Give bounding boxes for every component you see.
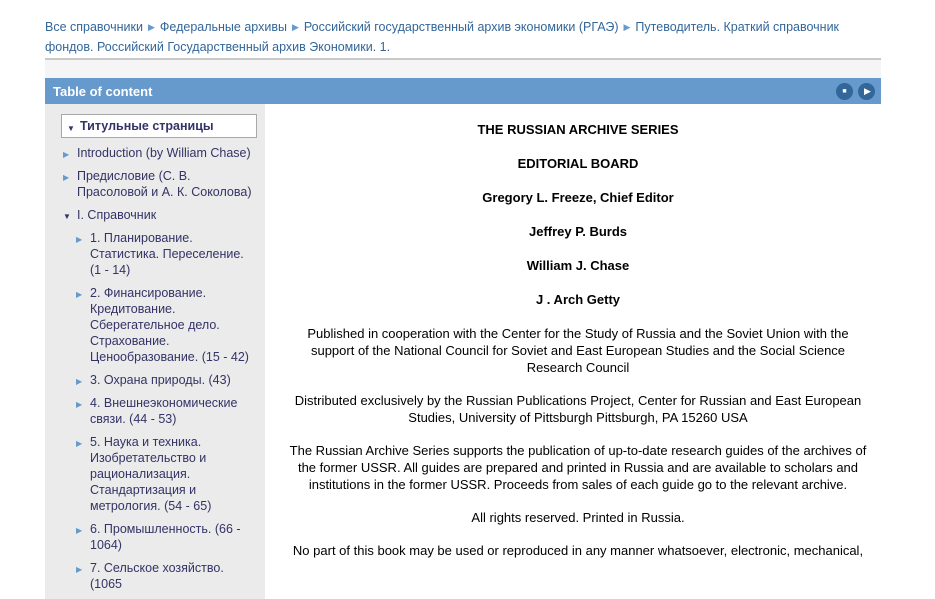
content-heading-editor-getty: J . Arch Getty [535, 292, 621, 307]
toc-item-section-7[interactable] [45, 560, 265, 592]
toc-item-section-4[interactable] [45, 395, 265, 427]
breadcrumb-link-rgae[interactable]: Российский государственный архив экономики (РГАЭ) [303, 20, 619, 34]
toc-item-section-3[interactable] [45, 372, 265, 388]
triangle-right-icon: ▶ [76, 377, 83, 386]
content-heading-series: THE RUSSIAN ARCHIVE SERIES [477, 122, 679, 137]
toc-item-preface[interactable] [45, 168, 265, 200]
content-heading-chief-editor: Gregory L. Freeze, Chief Editor [482, 190, 674, 205]
triangle-right-icon: ▶ [76, 290, 83, 299]
triangle-down-icon: ▼ [63, 212, 71, 221]
toc-item-label: Предисловие (С. В. Прасоловой и А. К. Соколова) [77, 169, 252, 199]
content-paragraph-cooperation: Published in cooperation with the Center for the Study of Russia and the Soviet Union with the support of the National Council for Soviet and East European Studies and the Social Science Research Council [307, 326, 849, 375]
panel-controls [836, 83, 881, 100]
stop-button[interactable] [836, 83, 853, 100]
toc-panel-header [45, 78, 881, 104]
triangle-right-icon: ▶ [76, 439, 83, 448]
breadcrumb-separator-icon: ▶ [291, 22, 299, 32]
play-button[interactable] [858, 83, 875, 100]
triangle-right-icon: ▶ [76, 526, 83, 535]
panel-title: Table of content [53, 83, 153, 99]
triangle-right-icon: ▶ [76, 400, 83, 409]
triangle-right-icon: ▶ [63, 173, 70, 182]
stop-icon: ■ [842, 87, 847, 95]
content-paragraph-no-part: No part of this book may be used or reproduced in any manner whatsoever, electronic, mechanical, [292, 543, 864, 558]
toc-item-section-2[interactable] [45, 285, 265, 365]
content-paragraph-distribution: Distributed exclusively by the Russian Publications Project, Center for Russian and East European Studies, University of Pittsburgh Pittsburgh, PA 15260 USA [294, 393, 862, 425]
content-heading-editor-burds: Jeffrey P. Burds [528, 224, 628, 239]
toc-item-spravochnik[interactable] [45, 207, 265, 223]
spacer-strip [45, 60, 881, 78]
toc-item-label: 2. Финансирование. Кредитование. Сберегательное дело. Страхование. Ценообразование. (15 - 42) [90, 286, 249, 364]
triangle-right-icon: ▶ [76, 565, 83, 574]
toc-item-label: 1. Планирование. Статистика. Переселение. (1 - 14) [90, 231, 244, 277]
main-area [45, 104, 881, 599]
content-heading-editorial-board: EDITORIAL BOARD [517, 156, 639, 171]
toc-item-label: 4. Внешнеэкономические связи. (44 - 53) [90, 396, 238, 426]
triangle-right-icon: ▶ [63, 150, 70, 159]
content-paragraph-series-support: The Russian Archive Series supports the publication of up-to-date research guides of the archives of the former USSR. All guides are prepared and printed in Russia and are available to scholars and institutions in the former USSR. Proceeds from sales of each guide go to the relevant archive. [289, 443, 867, 492]
content-paragraph-rights: All rights reserved. Printed in Russia. [471, 510, 685, 525]
breadcrumb-link-guide[interactable]: Путеводитель. Краткий справочник фондов. Российский Государственный архив Экономики. 1. [45, 20, 840, 54]
toc-item-label: 3. Охрана природы. (43) [90, 373, 231, 387]
toc-sidebar [45, 104, 265, 599]
breadcrumb-link-all-guides[interactable]: Все справочники [45, 20, 143, 34]
breadcrumb-link-federal-archives[interactable]: Федеральные архивы [159, 20, 287, 34]
toc-item-section-5[interactable] [45, 434, 265, 514]
toc-item-label: Титульные страницы [80, 119, 214, 133]
toc-item-label: 7. Сельское хозяйство. (1065 [90, 561, 224, 591]
toc-item-label: I. Справочник [77, 208, 157, 222]
breadcrumb [45, 0, 881, 60]
toc-item-introduction[interactable] [45, 145, 265, 161]
toc-item-title-pages[interactable] [61, 114, 257, 138]
breadcrumb-separator-icon: ▶ [623, 22, 631, 32]
toc-item-label: 5. Наука и техника. Изобретательство и рационализация. Стандартизация и метрология. (54 - 65) [90, 435, 212, 513]
triangle-down-icon: ▼ [67, 124, 75, 133]
toc-item-label: 6. Промышленность. (66 - 1064) [90, 522, 241, 552]
content-heading-editor-chase: William J. Chase [526, 258, 630, 273]
toc-item-label: Introduction (by William Chase) [77, 146, 251, 160]
content-area [265, 104, 881, 599]
breadcrumb-separator-icon: ▶ [147, 22, 155, 32]
page-container [45, 0, 881, 599]
toc-item-section-1[interactable] [45, 230, 265, 278]
toc-item-section-6[interactable] [45, 521, 265, 553]
triangle-right-icon: ▶ [76, 235, 83, 244]
play-icon: ▶ [864, 85, 871, 96]
